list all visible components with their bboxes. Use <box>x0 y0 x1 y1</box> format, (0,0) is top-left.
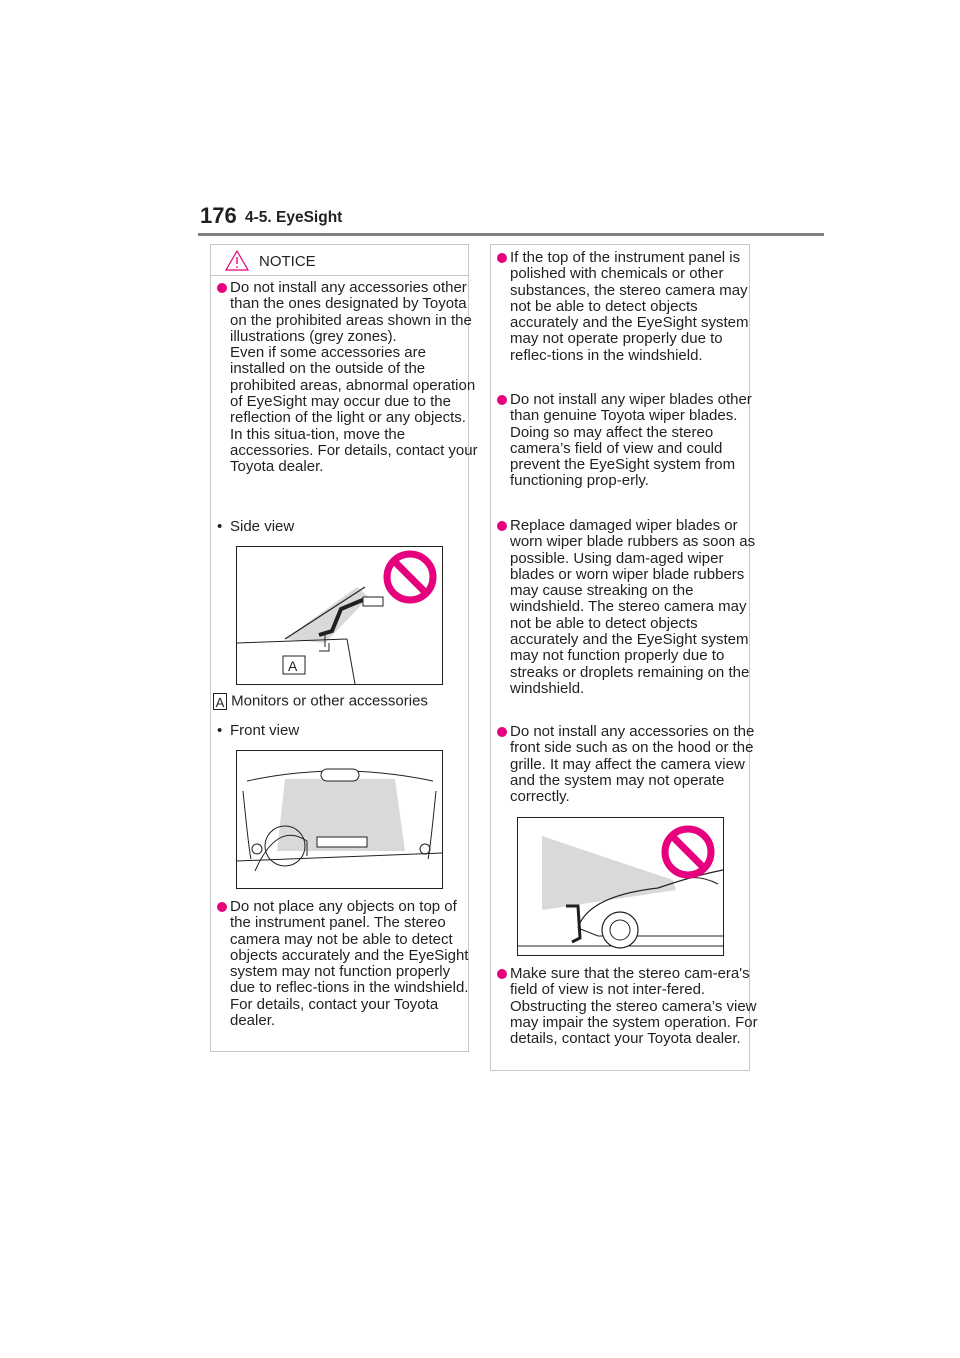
side-view-item: • Side view <box>217 518 295 535</box>
left-bullet-2: Do not place any objects on top of the instrument panel. The stereo camera may not be able to detect objects accurately and the EyeSight system may not function properly due to reflec-tions in the windshield. For details, contact your Toyota dealer. <box>213 899 478 1029</box>
callout-letter: A <box>213 693 227 710</box>
right-bullet-2: Do not install any wiper blades other than genuine Toyota wiper blades. Doing so may affect the stereo camera’s field of view and could prevent the EyeSight system from functioning prop-erly. <box>493 392 760 490</box>
right-bullet-3: Replace damaged wiper blades or worn wiper blade rubbers as soon as possible. Using dam-aged wiper blades or worn wiper blade rubbers may cause streaking on the windshield. The stereo camera may not be able to detect objects accurately and the EyeSight system may not function properly due to streaks or droplets remaining on the windshield. <box>493 518 760 697</box>
bullet-dot-icon <box>497 395 507 405</box>
notice-title: NOTICE <box>259 253 316 270</box>
side-view-illustration <box>236 546 443 685</box>
front-view-item: • Front view <box>217 722 300 739</box>
right-bullet-1: If the top of the instrument panel is polished with chemicals or other substances, the stereo camera may not be able to detect objects accurately and the EyeSight system may not operate properly due to reflec-tions in the windshield. <box>493 250 760 364</box>
notice-header <box>211 245 468 276</box>
page-number: 176 <box>200 203 237 228</box>
section-title: 4-5. EyeSight <box>245 209 343 226</box>
front-view-illustration <box>236 750 443 889</box>
warning-triangle-icon <box>225 250 249 271</box>
right-bullet-5: Make sure that the stereo cam-era's field of view is not inter-fered. Obstructing the stereo camera’s view may impair the system operation. For details, contact your Toyota dealer. <box>493 966 760 1047</box>
bullet-dot-icon <box>497 253 507 263</box>
callout-description: Monitors or other accessories <box>231 692 428 710</box>
left-bullet-1: Do not install any accessories other than the ones designated by Toyota on the prohibited areas shown in the illustrations (grey zones). Even if some accessories are installed on the outside of the prohibited areas, abnormal operation of EyeSight may occur due to the reflection of the light or any objects. In this situa-tion, move the accessories. For details, contact your Toyota dealer. <box>213 280 478 476</box>
bullet-dot-icon <box>497 521 507 531</box>
bullet-dot-icon <box>217 283 227 293</box>
header-rule <box>198 233 824 236</box>
bullet-dot-icon <box>497 727 507 737</box>
right-bullet-4: Do not install any accessories on the front side such as on the hood or the grille. It may affect the camera view and the system may not operate correctly. <box>493 724 760 805</box>
callout-legend <box>213 693 463 710</box>
bullet-dot-icon <box>217 902 227 912</box>
bullet-dot-icon <box>497 969 507 979</box>
svg-text:A: A <box>288 658 298 674</box>
car-front-illustration <box>517 817 724 956</box>
